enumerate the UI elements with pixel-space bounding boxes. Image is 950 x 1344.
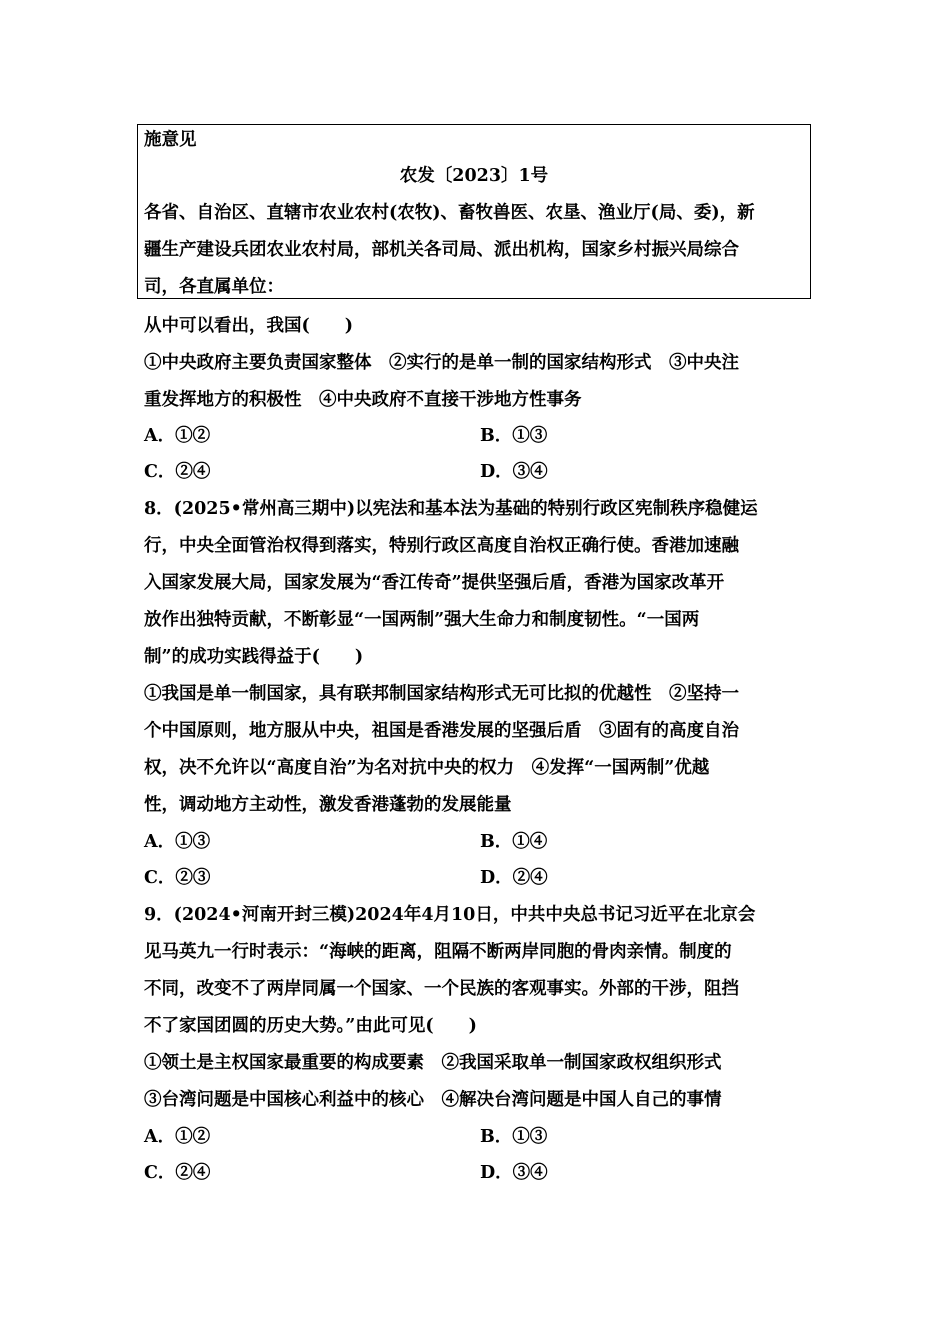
- q7-items-line-1: ①中央政府主要负责国家整体 ②实行的是单一制的国家结构形式 ③中央注: [144, 353, 739, 373]
- q9-line-1: 9．(2024•河南开封三模)2024年4月10日，中共中央总书记习近平在北京会: [144, 905, 756, 925]
- q7-option-b: B．①③: [480, 426, 548, 446]
- q9-line-2: 见马英九一行时表示：“海峡的距离，阻隔不断两岸同胞的骨肉亲情。制度的: [144, 942, 732, 962]
- q9-option-b: B．①③: [480, 1127, 548, 1147]
- q8-items-line-2: 个中国原则，地方服从中央，祖国是香港发展的坚强后盾 ③固有的高度自治: [144, 721, 739, 741]
- q7-option-d: D．③④: [480, 462, 548, 482]
- q8-items-line-4: 性，调动地方主动性，激发香港蓬勃的发展能量: [144, 795, 512, 815]
- q7-stem: 从中可以看出，我国( ): [144, 316, 354, 336]
- q9-option-c: C．②④: [144, 1163, 211, 1183]
- q9-line-3: 不同，改变不了两岸同属一个国家、一个民族的客观事实。外部的干涉，阻挡: [144, 979, 739, 999]
- q9-items-line-2: ③台湾问题是中国核心利益中的核心 ④解决台湾问题是中国人自己的事情: [144, 1090, 722, 1110]
- notice-line-1: 施意见: [144, 130, 197, 150]
- q8-line-1: 8．(2025•常州高三期中)以宪法和基本法为基础的特别行政区宪制秩序稳健运: [144, 499, 758, 519]
- notice-line-4: 疆生产建设兵团农业农村局，部机关各司局、派出机构，国家乡村振兴局综合: [144, 240, 739, 260]
- q7-option-c: C．②④: [144, 462, 211, 482]
- q9-option-d: D．③④: [480, 1163, 548, 1183]
- q8-line-5: 制”的成功实践得益于( ): [144, 647, 364, 667]
- notice-doc-number: 农发〔2023〕1号: [399, 166, 549, 186]
- q7-option-a: A．①②: [144, 426, 211, 446]
- notice-line-5: 司，各直属单位：: [144, 277, 284, 297]
- q9-items-line-1: ①领土是主权国家最重要的构成要素 ②我国采取单一制国家政权组织形式: [144, 1053, 722, 1073]
- q7-items-line-2: 重发挥地方的积极性 ④中央政府不直接干涉地方性事务: [144, 390, 582, 410]
- q8-items-line-3: 权，决不允许以“高度自治”为名对抗中央的权力 ④发挥“一国两制”优越: [144, 758, 710, 778]
- q9-line-4: 不了家国团圆的历史大势。”由此可见( ): [144, 1016, 477, 1036]
- q8-option-d: D．②④: [480, 868, 548, 888]
- q9-option-a: A．①②: [144, 1127, 211, 1147]
- q8-option-a: A．①③: [144, 832, 211, 852]
- notice-line-3: 各省、自治区、直辖市农业农村(农牧)、畜牧兽医、农垦、渔业厅(局、委)，新: [144, 203, 755, 223]
- q8-option-b: B．①④: [480, 832, 548, 852]
- q8-line-2: 行，中央全面管治权得到落实，特别行政区高度自治权正确行使。香港加速融: [144, 536, 739, 556]
- q8-line-3: 入国家发展大局，国家发展为“香江传奇”提供坚强后盾，香港为国家改革开: [144, 573, 725, 593]
- q8-option-c: C．②③: [144, 868, 211, 888]
- q8-line-4: 放作出独特贡献，不断彰显“一国两制”强大生命力和制度韧性。“一国两: [144, 610, 700, 630]
- q8-items-line-1: ①我国是单一制国家，具有联邦制国家结构形式无可比拟的优越性 ②坚持一: [144, 684, 739, 704]
